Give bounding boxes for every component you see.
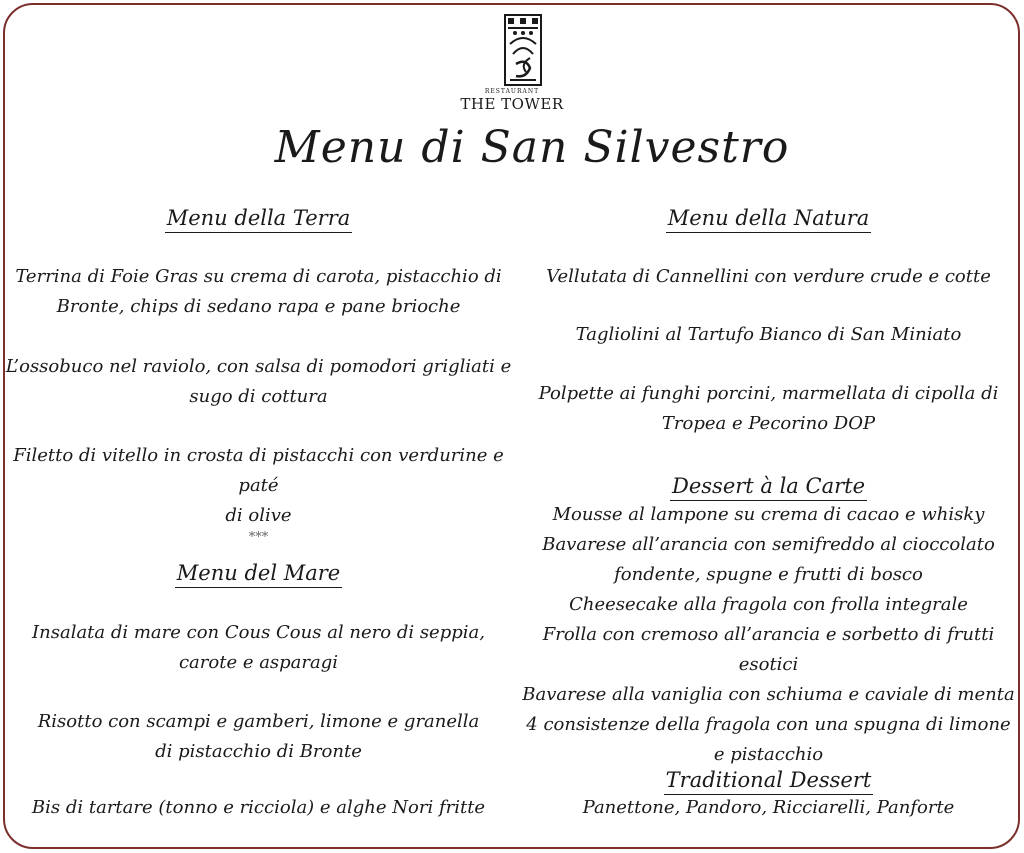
dessert-line: Cheesecake alla fragola con frolla integrale: [569, 594, 968, 615]
section-heading-natura: Menu della Natura: [513, 205, 1024, 233]
dish-item: Risotto con scampi e gamberi, limone e granella di pistacchio di Bronte: [37, 711, 480, 762]
dish-item: Filetto di vitello in crosta di pistacchi con verdurine e paté di olive: [13, 445, 504, 526]
dish-item: Terrina di Foie Gras su crema di carota, pistacchio di Bronte, chips di sedano rapa e pane brioche: [15, 266, 502, 317]
page-title: Menu di San Silvestro: [274, 122, 790, 173]
dessert-line: 4 consistenze della fragola con una spugna di limone: [526, 714, 1011, 735]
section-separator: ***: [248, 530, 269, 545]
dish-item: L’ossobuco nel raviolo, con salsa di pomodori grigliati e sugo di cottura: [5, 356, 512, 407]
section-heading-mare: Menu del Mare: [0, 560, 517, 588]
dish-item: Panettone, Pandoro, Ricciarelli, Panforte: [582, 797, 955, 818]
dessert-line: fondente, spugne e frutti di bosco: [614, 564, 923, 585]
dessert-line: Bavarese all’arancia con semifreddo al cioccolato: [542, 534, 995, 555]
dessert-line: Bavarese alla vaniglia con schiuma e caviale di menta: [522, 684, 1015, 705]
dessert-line: Frolla con cremoso all’arancia e sorbetto di frutti esotici: [542, 624, 995, 675]
section-heading-traditional: Traditional Dessert: [513, 767, 1024, 795]
dish-item: Polpette ai funghi porcini, marmellata di cipolla di Tropea e Pecorino DOP: [538, 383, 999, 434]
dish-item: Tagliolini al Tartufo Bianco di San Miniato: [575, 324, 962, 345]
dish-item: Vellutata di Cannellini con verdure crude e cotte: [546, 266, 991, 287]
dish-item: Bis di tartare (tonno e ricciola) e alghe Nori fritte: [31, 797, 486, 818]
brand-name: THE TOWER: [460, 95, 564, 113]
dessert-list: [513, 500, 1024, 770]
section-heading-dessert: Dessert à la Carte: [513, 473, 1024, 501]
dish-item: Insalata di mare con Cous Cous al nero di seppia, carote e asparagi: [32, 622, 485, 673]
tower-logo-icon: [504, 14, 542, 86]
section-heading-terra: Menu della Terra: [0, 205, 517, 233]
dessert-line: e pistacchio: [713, 744, 824, 765]
dessert-line: Mousse al lampone su crema di cacao e whisky: [552, 504, 985, 525]
brand-tagline: RESTAURANT: [484, 88, 540, 95]
